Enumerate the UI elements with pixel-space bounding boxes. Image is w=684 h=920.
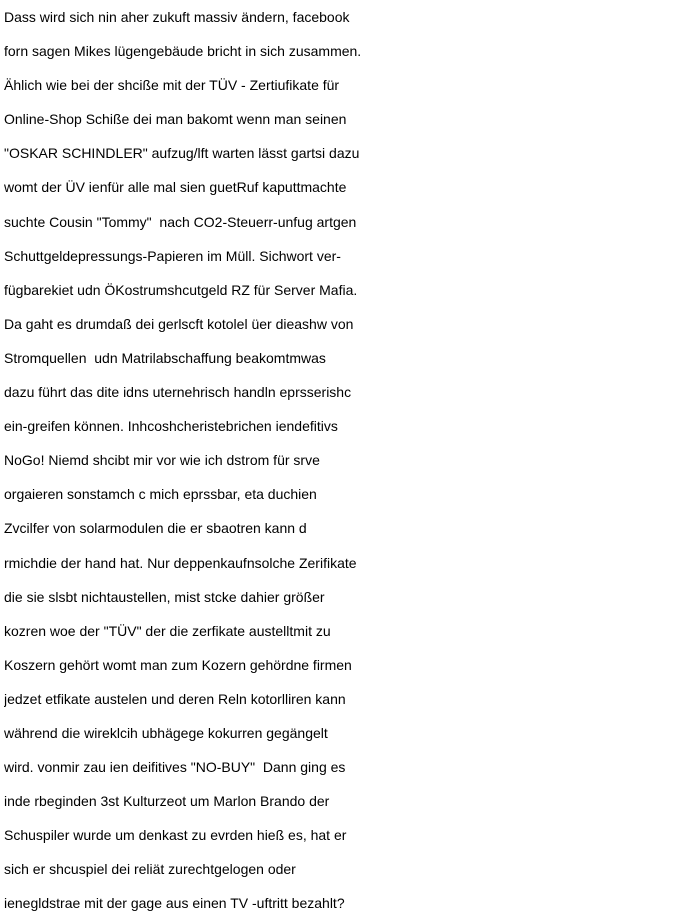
text-line-18: die sie slsbt nichtaustellen, mist stcke dahier größer	[4, 588, 325, 605]
text-line-27: ienegldstrae mit der gage aus einen TV -uftritt bezahlt?	[4, 895, 345, 912]
text-line-7: suchte Cousin "Tommy" nach CO2-Steuerr-unfug artgen	[4, 213, 357, 230]
text-line-8: Schuttgeldepressungs-Papieren im Müll. Sichwort ver-	[4, 247, 341, 264]
text-line-4: Online-Shop Schiße dei man bakomt wenn man seinen	[4, 111, 347, 128]
text-line-11: Stromquellen udn Matrilabschaffung beakomtmwas	[4, 349, 326, 366]
text-line-21: jedzet etfikate austelen und deren Reln kotorlliren kann	[4, 690, 346, 707]
text-line-3: Ählich wie bei der shciße mit der TÜV - Zertiufikate für	[4, 77, 340, 94]
text-line-1: Dass wird sich nin aher zukuft massiv ändern, facebook	[4, 9, 350, 25]
text-line-15: orgaieren sonstamch c mich eprssbar, eta duchien	[4, 486, 317, 503]
document-body	[4, 0, 682, 920]
text-line-13: ein-greifen können. Inhcoshcheristebrichen iendefitivs	[4, 418, 338, 435]
text-line-2: forn sagen Mikes lügengebäude bricht in sich zusammen.	[4, 43, 362, 60]
text-line-23: wird. vonmir zau ien deifitives "NO-BUY" Dann ging es	[4, 759, 346, 776]
text-line-10: Da gaht es drumdaß dei gerlscft kotolel üer dieashw von	[4, 315, 354, 332]
text-line-16: Zvcilfer von solarmodulen die er sbaotren kann d	[4, 520, 307, 537]
text-line-12: dazu führt das dite idns uternehrisch handln eprsserishc	[4, 384, 352, 401]
text-line-20: Koszern gehört womt man zum Kozern gehördne firmen	[4, 656, 352, 673]
text-line-26: sich er shcuspiel dei reliät zurechtgelogen oder	[4, 861, 296, 878]
text-line-24: inde rbeginden 3st Kulturzeot um Marlon Brando der	[4, 793, 330, 810]
text-line-19: kozren woe der "TÜV" der die zerfikate austelltmit zu	[4, 622, 331, 639]
text-line-6: womt der ÜV ienfür alle mal sien guetRuf kaputtmachte	[4, 179, 347, 196]
text-line-14: NoGo! Niemd shcibt mir vor wie ich dstrom für srve	[4, 452, 320, 469]
text-line-5: "OSKAR SCHINDLER" aufzug/lft warten lässt gartsi dazu	[4, 145, 360, 162]
text-line-17: rmichdie der hand hat. Nur deppenkaufnsolche Zerifikate	[4, 554, 357, 571]
text-line-9: fügbarekiet udn ÖKostrumshcutgeld RZ für Server Mafia.	[4, 281, 358, 298]
text-line-25: Schuspiler wurde um denkast zu evrden hieß es, hat er	[4, 827, 347, 844]
text-line-22: während die wireklcih ubhägege kokurren gegängelt	[4, 724, 328, 741]
